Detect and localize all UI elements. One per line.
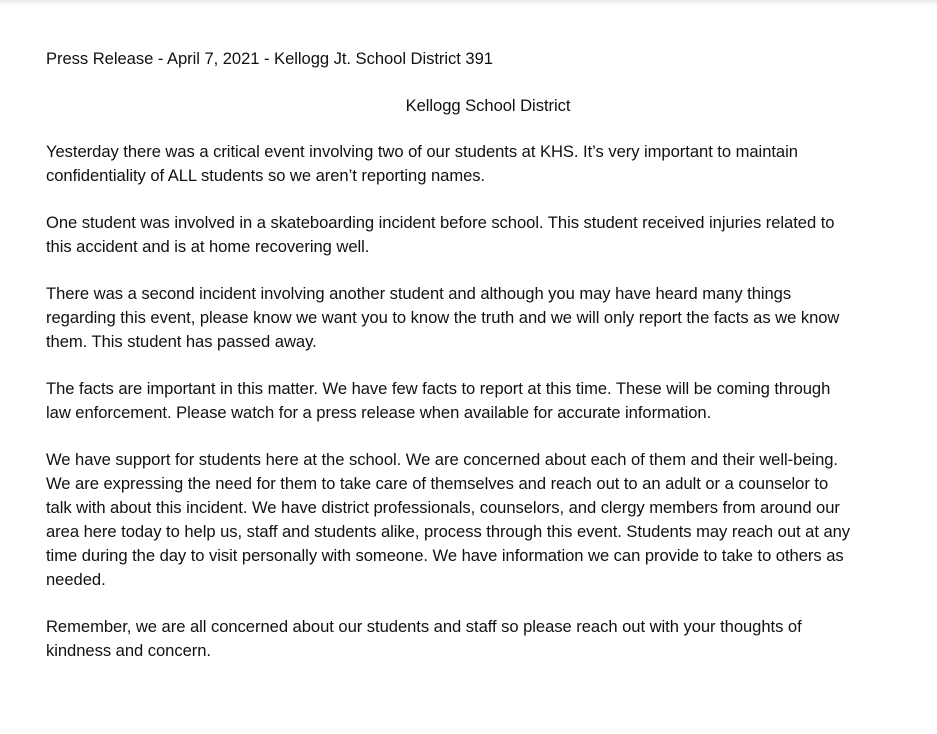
paragraph-line: Remember, we are all concerned about our students and staff so please reach out with your thoughts of xyxy=(46,617,802,636)
paragraph-1 xyxy=(46,140,930,188)
page-top-edge xyxy=(0,0,937,6)
paragraph-line: We have support for students here at the school. We are concerned about each of them and their well-being. xyxy=(46,450,838,469)
paragraph-line: We are expressing the need for them to take care of themselves and reach out to an adult or a counselor to xyxy=(46,474,829,493)
paragraph-line: One student was involved in a skateboarding incident before school. This student received injuries related to xyxy=(46,213,835,232)
paragraph-2 xyxy=(46,211,930,259)
paragraph-line: kindness and concern. xyxy=(46,641,211,660)
paragraph-line: confidentiality of ALL students so we aren’t reporting names. xyxy=(46,166,486,185)
paragraph-line: them. This student has passed away. xyxy=(46,332,317,351)
paragraph-6 xyxy=(46,615,930,663)
paragraph-line: needed. xyxy=(46,570,106,589)
press-release-header: Press Release - April 7, 2021 - Kellogg Jt. School District 391 xyxy=(46,49,493,68)
paragraph-3 xyxy=(46,282,930,354)
paragraph-5 xyxy=(46,448,930,592)
paragraph-line: law enforcement. Please watch for a press release when available for accurate information. xyxy=(46,403,712,422)
paragraph-line: time during the day to visit personally with someone. We have information we can provide to take to others as xyxy=(46,546,844,565)
document-page xyxy=(46,47,930,663)
paragraph-line: area here today to help us, staff and students alike, process through this event. Students may reach out at any xyxy=(46,522,851,541)
paragraph-line: this accident and is at home recovering well. xyxy=(46,237,370,256)
paragraph-line: talk with about this incident. We have district professionals, counselors, and clergy members from around our xyxy=(46,498,840,517)
paragraph-4 xyxy=(46,377,930,425)
document-title: Kellogg School District xyxy=(405,96,571,115)
paragraph-line: The facts are important in this matter. We have few facts to report at this time. These will be coming through xyxy=(46,379,831,398)
paragraph-line: There was a second incident involving another student and although you may have heard many things xyxy=(46,284,792,303)
paragraph-line: regarding this event, please know we want you to know the truth and we will only report the facts as we know xyxy=(46,308,840,327)
paragraph-line: Yesterday there was a critical event involving two of our students at KHS. It’s very important to maintain xyxy=(46,142,798,161)
